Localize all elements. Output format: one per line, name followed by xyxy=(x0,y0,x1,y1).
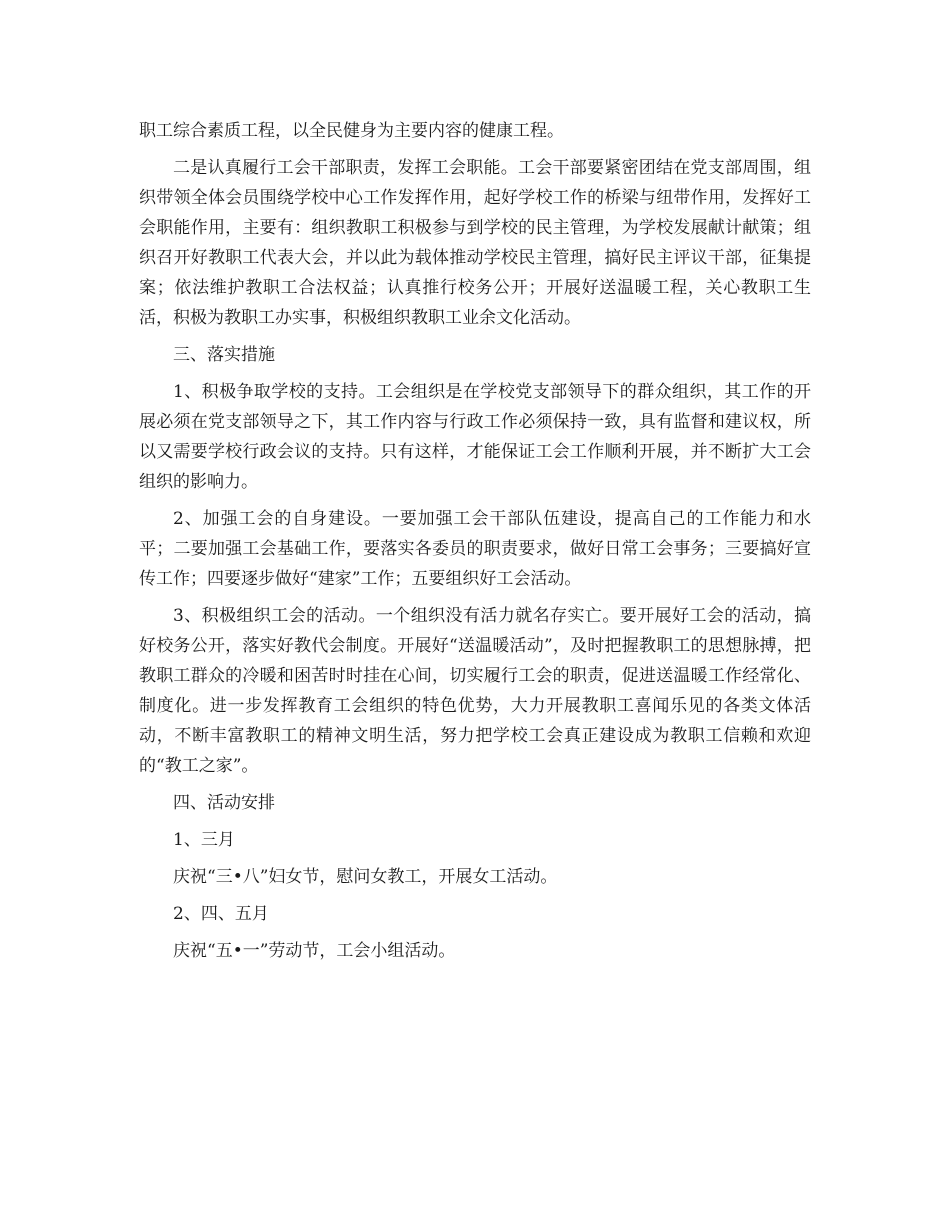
list-item-heading: 2、四、五月 xyxy=(173,904,269,924)
document-body xyxy=(139,116,811,973)
list-item-heading: 1、三月 xyxy=(173,830,235,850)
section-heading: 四、活动安排 xyxy=(173,793,275,813)
paragraph: 1、积极争取学校的支持。工会组织是在学校党支部领导下的群众组织，其工作的开展必须在党支部领导之下，其工作内容与行政工作必须保持一致，具有监督和建议权，所以又需要学校行政会议的支持。只有这样，才能保证工会工作顺利开展，并不断扩大工会组织的影响力。 xyxy=(139,382,811,492)
list-item-text: 庆祝“三•八”妇女节，慰问女教工，开展女工活动。 xyxy=(173,867,558,887)
section-heading: 三、落实措施 xyxy=(173,345,275,365)
list-item-text: 庆祝“五•一”劳动节，工会小组活动。 xyxy=(173,941,456,961)
paragraph: 二是认真履行工会干部职责，发挥工会职能。工会干部要紧密团结在党支部周围，组织带领全体会员围绕学校中心工作发挥作用，起好学校工作的桥梁与纽带作用，发挥好工会职能作用，主要有：组织教职工积极参与到学校的民主管理，为学校发展献计献策；组织召开好教职工代表大会，并以此为载体推动学校民主管理，搞好民主评议干部，征集提案；依法维护教职工合法权益；认真推行校务公开；开展好送温暖工程，关心教职工生活，积极为教职工办实事，积极组织教职工业余文化活动。 xyxy=(139,158,811,328)
paragraph: 职工综合素质工程，以全民健身为主要内容的健康工程。 xyxy=(139,121,564,141)
paragraph: 3、积极组织工会的活动。一个组织没有活力就名存实亡。要开展好工会的活动，搞好校务公开，落实好教代会制度。开展好“送温暖活动”，及时把握教职工的思想脉搏，把教职工群众的冷暖和困苦时时挂在心间，切实履行工会的职责，促进送温暖工作经常化、制度化。进一步发挥教育工会组织的特色优势，大力开展教职工喜闻乐见的各类文体活动，不断丰富教职工的精神文明生活，努力把学校工会真正建设成为教职工信赖和欢迎的“教工之家”。 xyxy=(139,606,811,776)
paragraph: 2、加强工会的自身建设。一要加强工会干部队伍建设，提高自己的工作能力和水平；二要加强工会基础工作，要落实各委员的职责要求，做好日常工会事务；三要搞好宣传工作；四要逐步做好“建家”工作；五要组织好工会活动。 xyxy=(139,509,811,589)
